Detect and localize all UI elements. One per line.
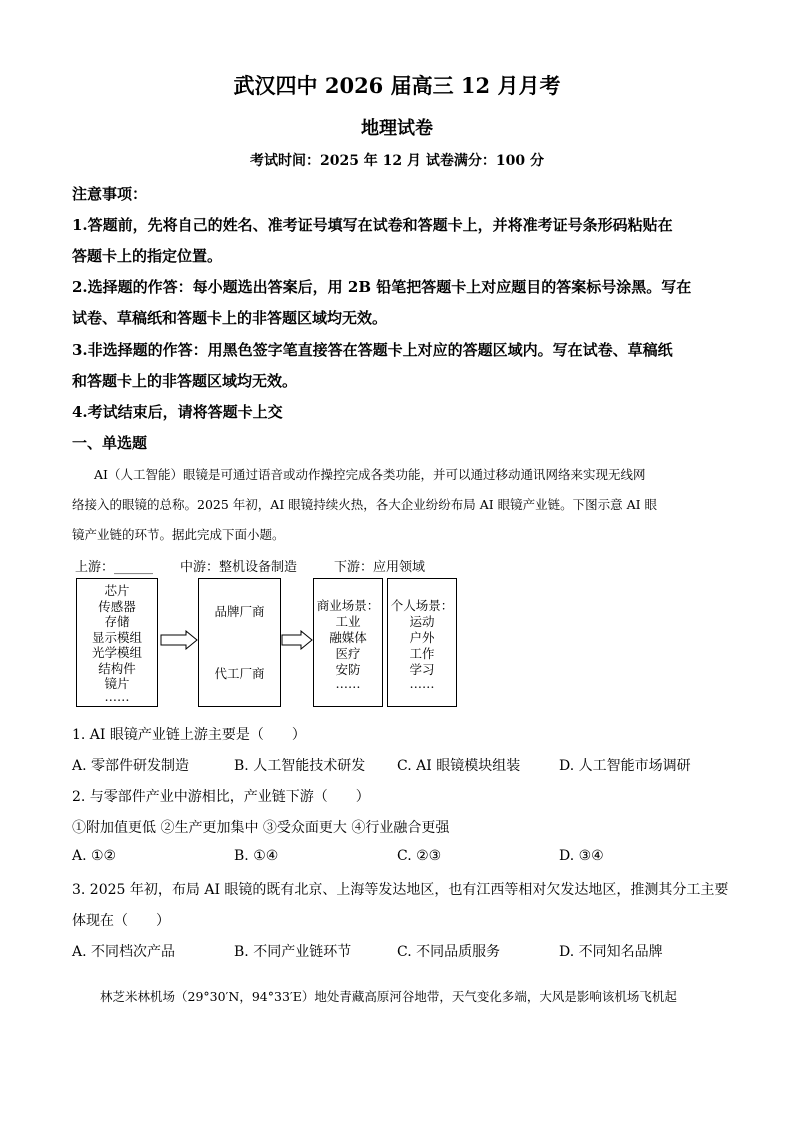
question-1-option-a: A. 零部件研发制造 [72,758,190,774]
upstream-item: 传感器 [98,598,136,614]
question-2-option-d: D. ③④ [559,848,604,864]
notice-item-4: 4.考试结束后，请将答题卡上交 [72,403,283,421]
personal-scene-item: 工作 [409,646,435,661]
question-2-stem: 2. 与零部件产业中游相比，产业链下游（ ） [72,789,370,805]
question-3-option-d: D. 不同知名品牌 [559,944,663,960]
question-1-option-d: D. 人工智能市场调研 [559,758,691,774]
notice-item-2-cont: 试卷、草稿纸和答题卡上的非答题区域均无效。 [72,309,388,327]
brand-maker: 品牌厂商 [214,604,265,619]
business-scene-item: …… [335,676,361,691]
business-scene-item: 医疗 [335,646,361,661]
question-2-option-c: C. ②③ [397,848,442,864]
question-1-option-c: C. AI 眼镜模块组装 [397,758,521,774]
upstream-item: 存储 [104,614,130,629]
intro-line-3: 镜产业链的环节。据此完成下面小题。 [72,527,285,542]
upstream-item: 结构件 [98,660,136,676]
downstream-label: 下游：应用领域 [334,560,426,575]
intro-line-2: 络接入的眼镜的总称。2025 年初，AI 眼镜持续火热，各大企业纷纷布局 AI 眼镜产业链。下图示意 AI 眼 [72,497,658,512]
question-2-statements: ①附加值更低 ②生产更加集中 ③受众面更大 ④行业融合更强 [72,820,450,836]
business-scene-item: 融媒体 [329,630,367,645]
notice-item-3: 3.非选择题的作答：用黑色签字笔直接答在答题卡上对应的答题区域内。写在试卷、草稿纸 [72,341,673,359]
upstream-box [76,578,158,707]
personal-scene-item: 户外 [409,630,435,645]
business-scene-item: 安防 [335,662,361,677]
notice-item-1-cont: 答题卡上的指定位置。 [72,247,223,265]
upstream-item: …… [104,689,130,704]
exam-info: 考试时间：2025 年 12 月 试卷满分：100 分 [249,153,545,169]
upstream-item: 光学模组 [91,645,142,660]
section-heading: 一、单选题 [72,434,148,452]
personal-scene-item: 学习 [409,662,435,677]
personal-scene-item: 运动 [409,614,435,629]
notice-item-2: 2.选择题的作答：每小题选出答案后，用 2B 铅笔把答题卡上对应题目的答案标号涂黑。写在 [72,278,692,296]
question-3-option-b: B. 不同产业链环节 [234,944,352,960]
oem-maker: 代工厂商 [214,666,265,681]
personal-scene-box [387,578,457,707]
exam-subject: 地理试卷 [361,118,433,139]
midstream-box [198,578,281,707]
business-scene-item: 工业 [335,614,361,629]
arrow-icon [160,630,198,650]
question-2-option-b: B. ①④ [234,848,279,864]
question-3-option-a: A. 不同档次产品 [72,944,176,960]
midstream-label: 中游：整机设备制造 [180,560,298,575]
upstream-item: 镜片 [104,676,130,691]
notice-item-3-cont: 和答题卡上的非答题区域均无效。 [72,372,298,390]
business-scene-box [313,578,383,707]
business-scene-title: 商业场景： [316,598,380,613]
exam-title: 武汉四中 2026 届高三 12 月月考 [233,73,561,98]
next-passage-line: 林芝米林机场（29°30′N，94°33′E）地处青藏高原河谷地带，天气变化多端，大风是影响该机场飞机起 [100,989,677,1004]
question-2-option-a: A. ①② [72,848,117,864]
upstream-item: 芯片 [104,583,130,598]
question-3-option-c: C. 不同品质服务 [397,944,501,960]
upstream-label: 上游：______ [75,560,154,575]
notice-heading: 注意事项： [72,185,148,203]
personal-scene-item: …… [409,676,435,691]
arrow-icon [281,630,313,650]
question-1-stem: 1. AI 眼镜产业链上游主要是（ ） [72,727,306,743]
intro-line-1: AI（人工智能）眼镜是可通过语音或动作操控完成各类功能，并可以通过移动通讯网络来实现无线网 [94,467,646,482]
upstream-item: 显示模组 [91,629,142,645]
question-3-stem: 3. 2025 年初，布局 AI 眼镜的既有北京、上海等发达地区，也有江西等相对欠发达地区，推测其分工主要 [72,882,729,898]
question-3-stem-cont: 体现在（ ） [72,913,170,929]
notice-item-1: 1.答题前，先将自己的姓名、准考证号填写在试卷和答题卡上，并将准考证号条形码粘贴在 [72,216,673,234]
question-1-option-b: B. 人工智能技术研发 [234,758,366,774]
personal-scene-title: 个人场景： [390,598,454,613]
